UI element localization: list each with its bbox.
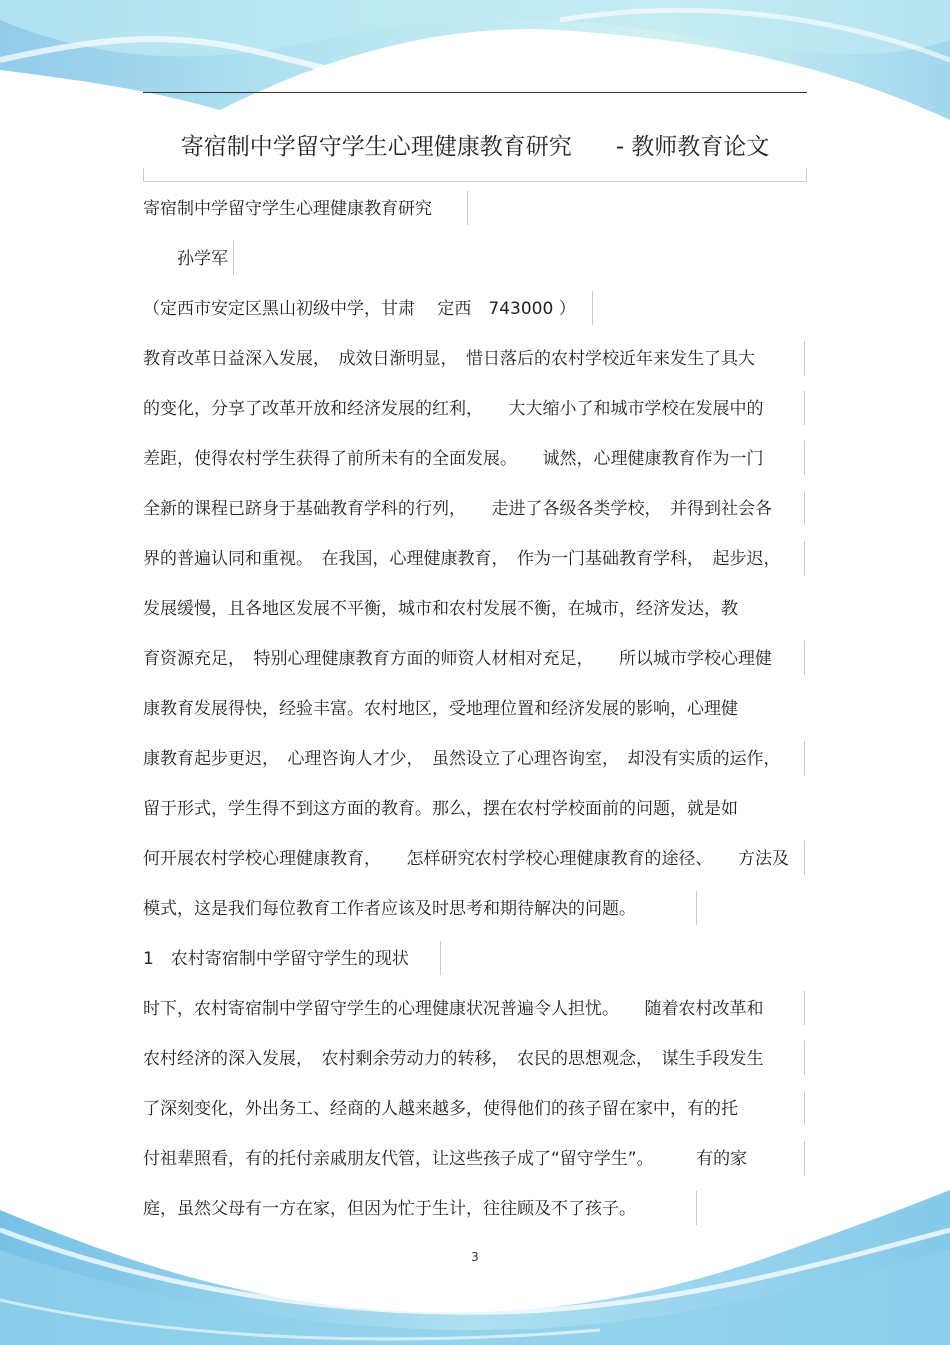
text-frame-edge bbox=[804, 491, 805, 525]
text-frame-edge bbox=[233, 241, 234, 275]
affiliation: （定西市安定区黑山初级中学，甘肃 定西 743000 ） bbox=[143, 299, 576, 319]
paragraph-line: 教育改革日益深入发展， 成效日渐明显， 惜日落后的农村学校近年来发生了具大 bbox=[143, 349, 755, 369]
text-frame-edge bbox=[696, 1191, 697, 1225]
paragraph-line: 界的普遍认同和重视。 在我国，心理健康教育， 作为一门基础教育学科， 起步迟， bbox=[143, 549, 781, 569]
text-frame-edge bbox=[804, 1091, 805, 1125]
section-heading: 1 农村寄宿制中学留守学生的现状 bbox=[143, 949, 409, 969]
paragraph-line: 何开展农村学校心理健康教育， 怎样研究农村学校心理健康教育的途径、 方法及 bbox=[143, 849, 789, 869]
text-frame-edge bbox=[804, 441, 805, 475]
text-frame-edge bbox=[804, 741, 805, 775]
paragraph-line: 育资源充足， 特别心理健康教育方面的师资人材相对充足， 所以城市学校心理健 bbox=[143, 649, 772, 669]
text-frame-edge bbox=[467, 191, 468, 225]
text-frame-edge bbox=[804, 841, 805, 875]
document-title bbox=[143, 128, 807, 161]
page-number: 3 bbox=[471, 1250, 479, 1264]
document-title-main: 寄宿制中学留守学生心理健康教育研究 bbox=[180, 134, 572, 160]
document-title-suffix: - 教师教育论文 bbox=[615, 134, 770, 160]
text-frame-edge bbox=[804, 1041, 805, 1075]
text-frame-edge bbox=[804, 391, 805, 425]
paragraph-line: 留于形式，学生得不到这方面的教育。那么，摆在农村学校面前的问题，就是如 bbox=[143, 799, 738, 819]
title-underline-box bbox=[143, 168, 807, 182]
text-frame-edge bbox=[804, 641, 805, 675]
text-frame-edge bbox=[592, 291, 593, 325]
paragraph-line: 差距，使得农村学生获得了前所未有的全面发展。 诚然，心理健康教育作为一门 bbox=[143, 449, 764, 469]
text-frame-edge bbox=[804, 341, 805, 375]
paragraph-line: 了深刻变化，外出务工、经商的人越来越多，使得他们的孩子留在家中，有的托 bbox=[143, 1099, 738, 1119]
paragraph-line: 全新的课程已跻身于基础教育学科的行列， 走进了各级各类学校， 并得到社会各 bbox=[143, 499, 772, 519]
text-frame-edge bbox=[804, 1141, 805, 1175]
text-frame-edge bbox=[696, 891, 697, 925]
paragraph-line: 农村经济的深入发展， 农村剩余劳动力的转移， 农民的思想观念， 谋生手段发生 bbox=[143, 1049, 764, 1069]
article-title: 寄宿制中学留守学生心理健康教育研究 bbox=[143, 199, 432, 219]
paragraph-line: 康教育发展得快，经验丰富。农村地区，受地理位置和经济发展的影响，心理健 bbox=[143, 699, 738, 719]
paragraph-line: 时下，农村寄宿制中学留守学生的心理健康状况普遍令人担忧。 随着农村改革和 bbox=[143, 999, 764, 1019]
text-frame-edge bbox=[804, 991, 805, 1025]
author: 孙学军 bbox=[177, 249, 228, 269]
paragraph-line: 的变化，分享了改革开放和经济发展的红利， 大大缩小了和城市学校在发展中的 bbox=[143, 399, 764, 419]
header-rule bbox=[143, 92, 807, 93]
paragraph-line: 康教育起步更迟， 心理咨询人才少， 虽然设立了心理咨询室， 却没有实质的运作， bbox=[143, 749, 781, 769]
paragraph-line: 模式，这是我们每位教育工作者应该及时思考和期待解决的问题。 bbox=[143, 899, 636, 919]
text-frame-edge bbox=[440, 941, 441, 975]
paragraph-line: 付祖辈照看，有的托付亲戚朋友代管，让这些孩子成了“留守学生”。 有的家 bbox=[143, 1149, 748, 1169]
text-frame-edge bbox=[804, 541, 805, 575]
paragraph-line: 庭，虽然父母有一方在家，但因为忙于生计，往往顾及不了孩子。 bbox=[143, 1199, 636, 1219]
paragraph-line: 发展缓慢，且各地区发展不平衡，城市和农村发展不衡，在城市，经济发达，教 bbox=[143, 599, 738, 619]
